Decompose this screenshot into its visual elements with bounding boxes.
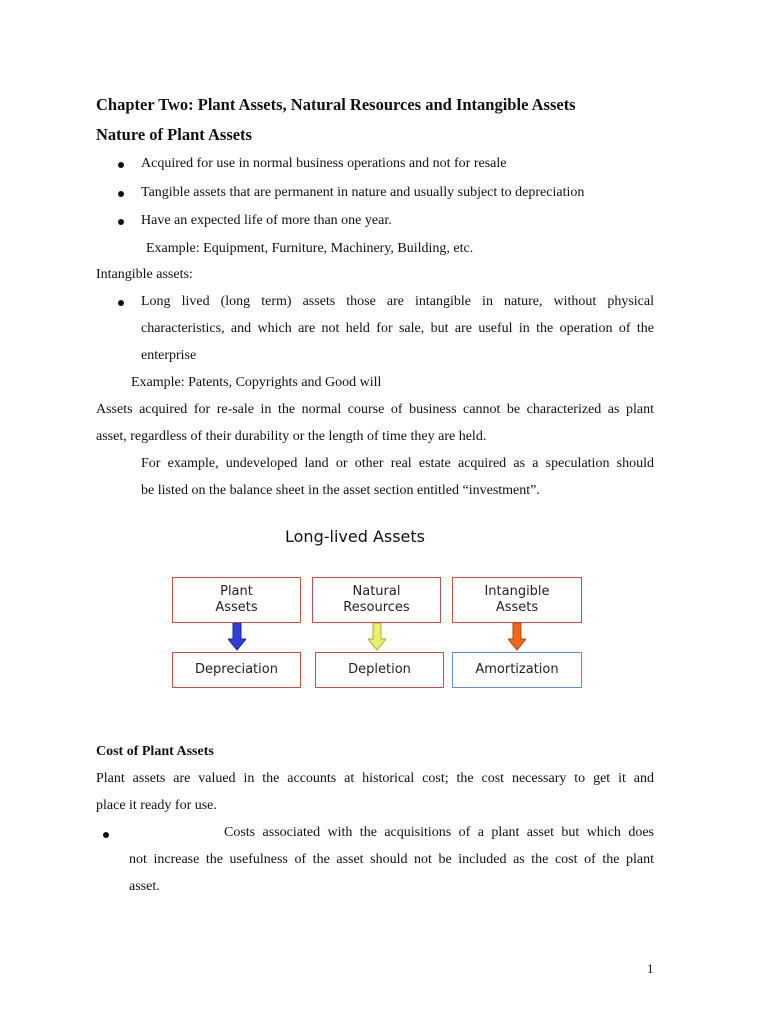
down-arrow-icon	[508, 623, 526, 651]
box-line: Intangible	[484, 584, 550, 599]
intangible-label: Intangible assets:	[96, 267, 193, 282]
cost-bullet-line-2: not increase the usefulness of the asset should not be included as the cost of the plant	[129, 852, 654, 867]
down-arrow-icon	[368, 623, 386, 651]
intangible-line-1: Long lived (long term) assets those are intangible in nature, without physical	[141, 294, 654, 309]
intangible-example: Example: Patents, Copyrights and Good will	[131, 375, 382, 390]
chapter-title: Chapter Two: Plant Assets, Natural Resources and Intangible Assets	[96, 95, 576, 114]
bullet-dot	[103, 832, 109, 838]
bullet-dot	[118, 162, 124, 168]
list-item-text: Acquired for use in normal business operations and not for resale	[141, 156, 507, 171]
bullet-dot	[118, 300, 124, 306]
box-depreciation: Depreciation	[172, 652, 301, 688]
page-number: 1	[647, 961, 654, 976]
example-line-1: For example, undeveloped land or other real estate acquired as a speculation should	[141, 456, 654, 471]
cost-paragraph-line-1: Plant assets are valued in the accounts at historical cost; the cost necessary to get it and	[96, 771, 654, 786]
list-item-text: Have an expected life of more than one year.	[141, 213, 392, 228]
box-natural-resources	[312, 577, 441, 623]
cost-bullet-line-3: asset.	[129, 879, 160, 894]
box-line: Plant	[220, 584, 253, 599]
box-line: Assets	[495, 600, 539, 615]
box-plant-assets	[172, 577, 301, 623]
list-item-text: Tangible assets that are permanent in nature and usually subject to depreciation	[141, 185, 585, 200]
resale-line-2: asset, regardless of their durability or the length of time they are held.	[96, 429, 487, 444]
intangible-line-2: characteristics, and which are not held for sale, but are useful in the operation of the	[141, 321, 654, 336]
cost-heading: Cost of Plant Assets	[96, 744, 214, 759]
intangible-line-3: enterprise	[141, 348, 197, 363]
cost-bullet-line-1: Costs associated with the acquisitions of a plant asset but which does	[224, 825, 654, 840]
bullet-dot	[118, 191, 124, 197]
box-depletion: Depletion	[315, 652, 444, 688]
example-line-2: be listed on the balance sheet in the asset section entitled “investment”.	[141, 483, 540, 498]
plant-example: Example: Equipment, Furniture, Machinery, Building, etc.	[146, 241, 474, 256]
bullet-dot	[118, 219, 124, 225]
box-line: Assets	[215, 600, 258, 615]
box-intangible-assets	[452, 577, 582, 623]
resale-line-1: Assets acquired for re-sale in the normal course of business cannot be characterized as plant	[96, 402, 654, 417]
box-line: Resources	[343, 600, 410, 615]
down-arrow-icon	[228, 623, 246, 651]
box-line: Natural	[352, 584, 401, 599]
box-amortization: Amortization	[452, 652, 582, 688]
cost-paragraph-line-2: place it ready for use.	[96, 798, 217, 813]
diagram-title: Long-lived Assets	[285, 527, 426, 546]
section-title: Nature of Plant Assets	[96, 125, 252, 144]
